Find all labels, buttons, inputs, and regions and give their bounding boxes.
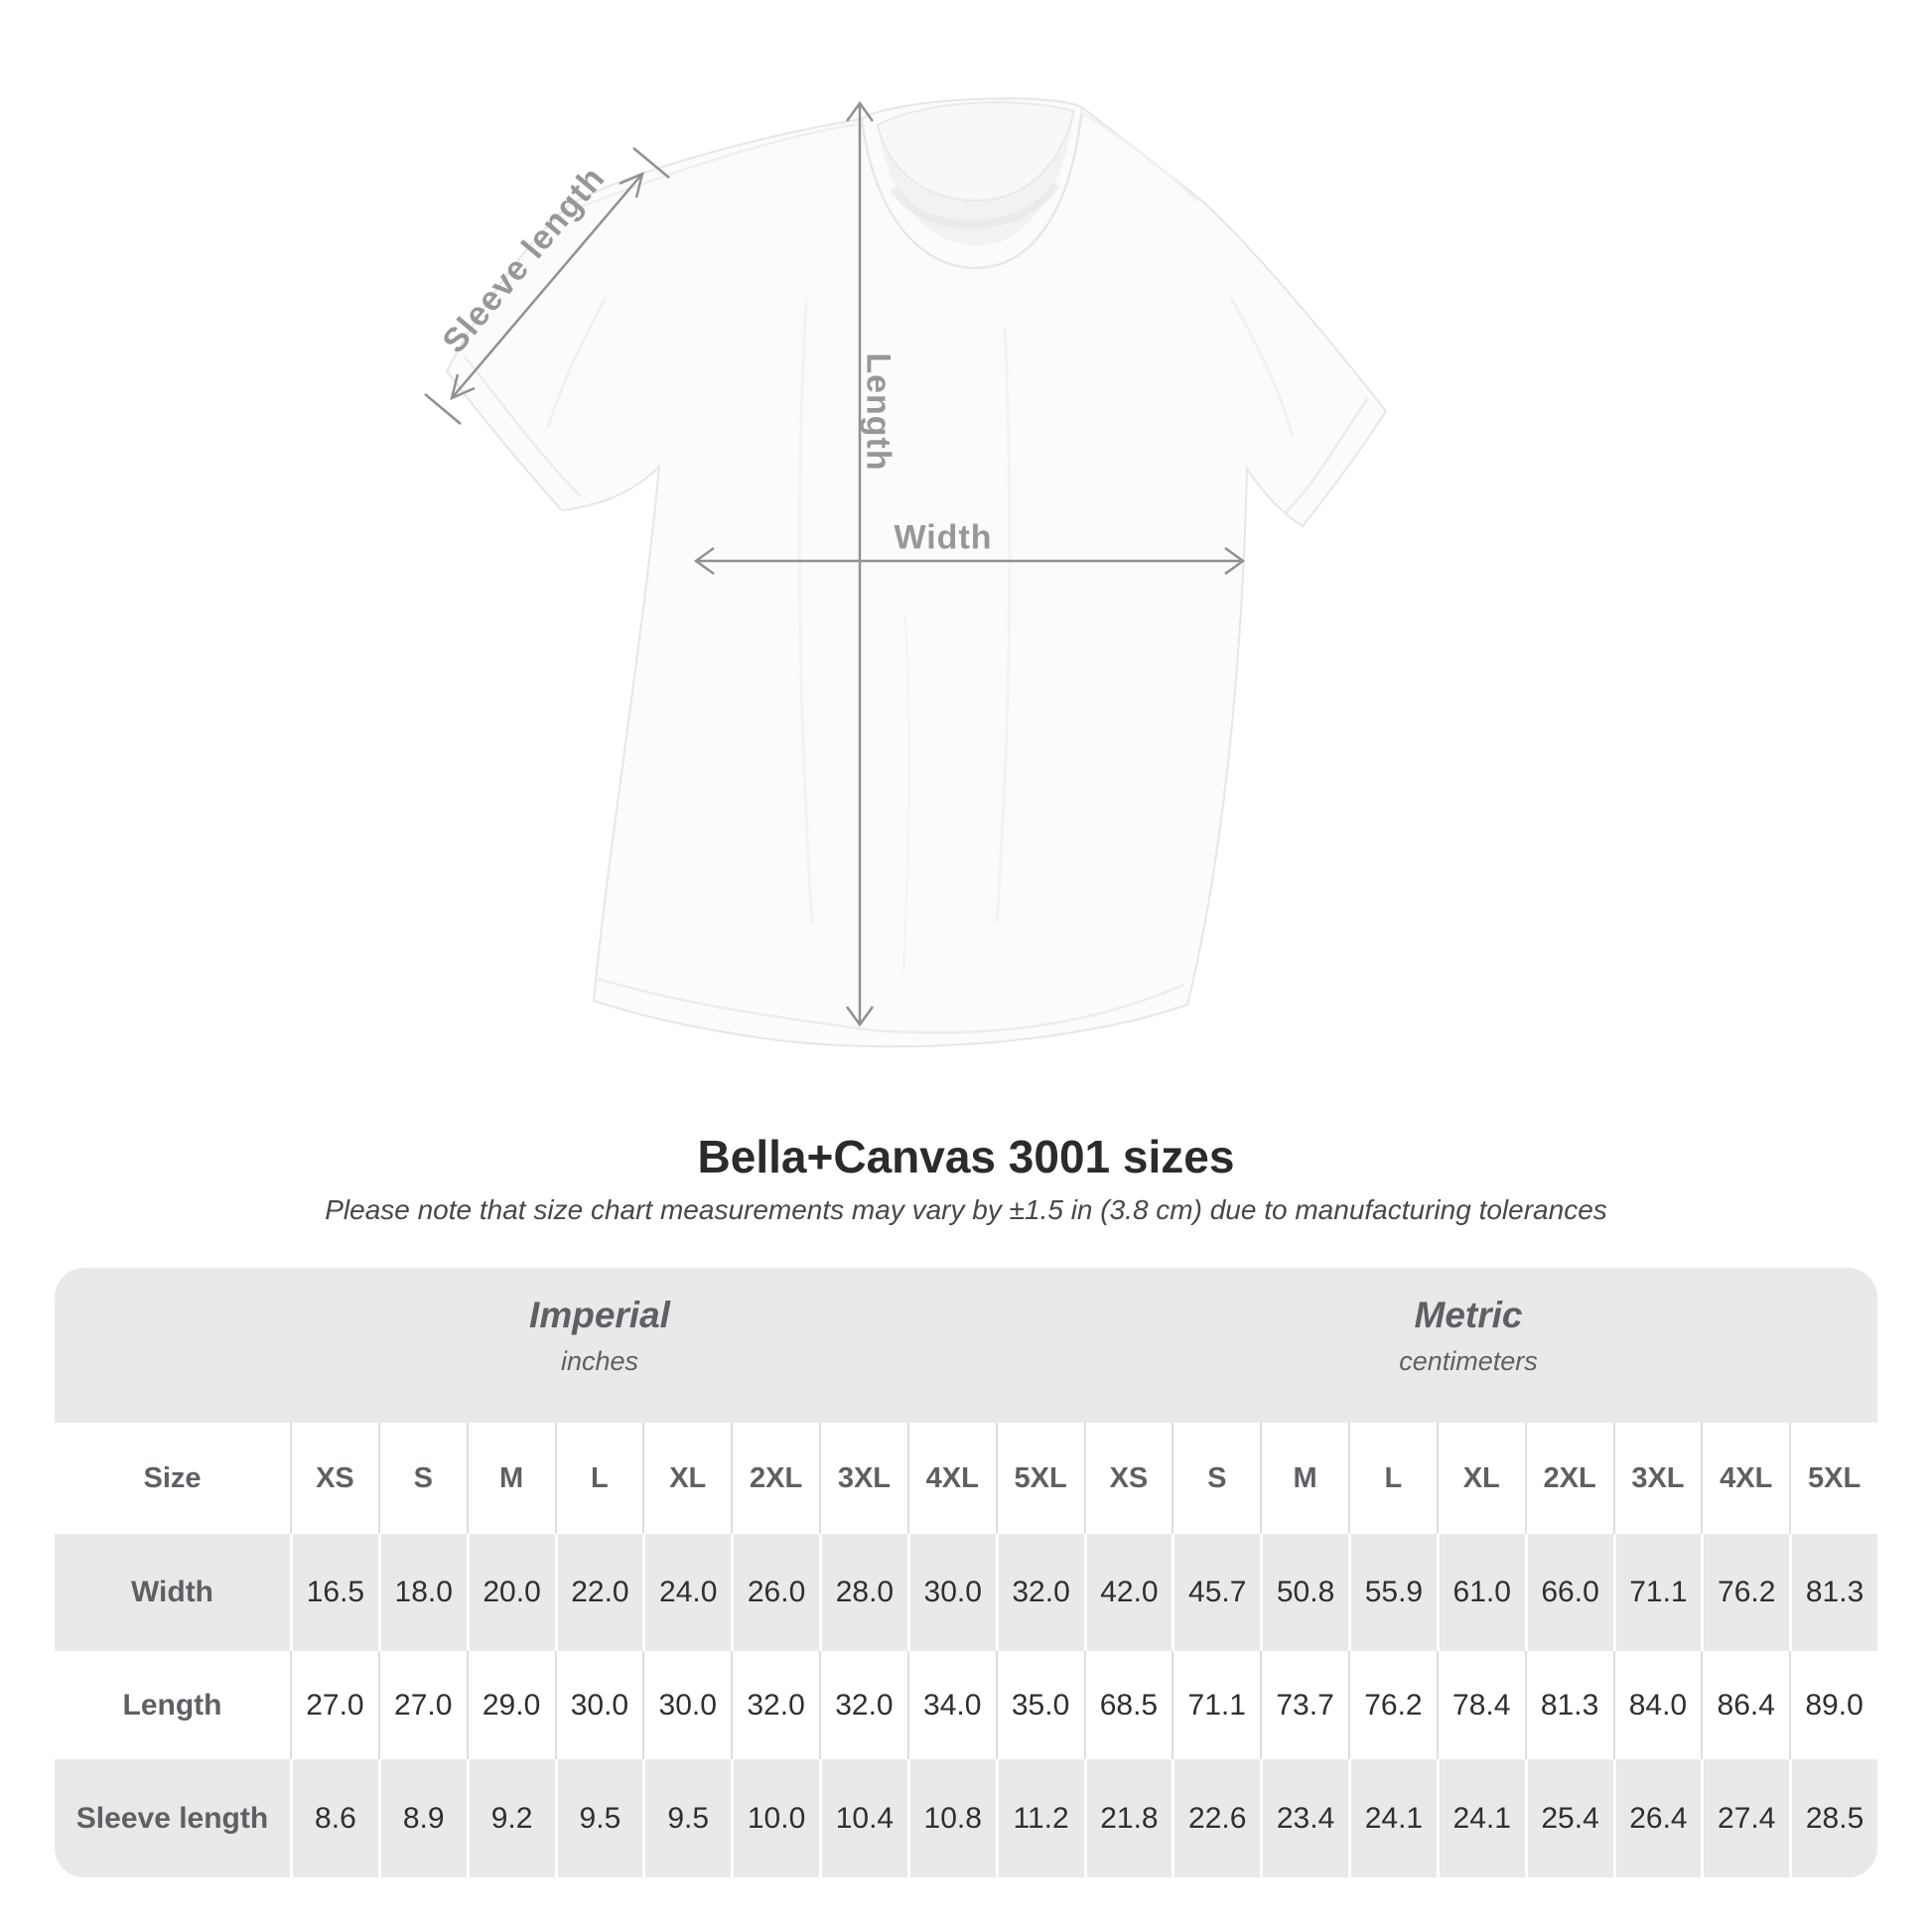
table-cell: 28.0 <box>819 1534 907 1651</box>
size-column-header: XL <box>642 1423 731 1534</box>
size-column-header: 2XL <box>731 1423 819 1534</box>
size-column-header: XS <box>290 1423 378 1534</box>
sleeve-length-label: Sleeve length <box>435 159 613 360</box>
size-column-header: 3XL <box>1613 1423 1702 1534</box>
width-label: Width <box>894 518 993 557</box>
page-subtitle: Please note that size chart measurements may vary by ±1.5 in (3.8 cm) due to manufacturing tolerances <box>325 1194 1607 1225</box>
table-cell: 16.5 <box>290 1534 378 1651</box>
table-cell: 24.1 <box>1437 1759 1525 1877</box>
table-cell: 9.2 <box>467 1759 555 1877</box>
table-row-length <box>55 1651 1877 1759</box>
table-cell: 73.7 <box>1260 1651 1348 1759</box>
size-column-header: XS <box>1084 1423 1173 1534</box>
table-cell: 11.2 <box>996 1759 1084 1877</box>
table-cell: 26.0 <box>731 1534 819 1651</box>
table-row-width <box>55 1534 1877 1651</box>
table-cell: 89.0 <box>1789 1651 1877 1759</box>
size-table <box>55 1268 1877 1877</box>
table-cell: 24.1 <box>1348 1759 1437 1877</box>
table-row-sleeve-length <box>55 1759 1877 1877</box>
imperial-group-label: Imperial <box>529 1295 670 1335</box>
size-column-header: S <box>1172 1423 1260 1534</box>
page-title: Bella+Canvas 3001 sizes <box>697 1131 1235 1182</box>
table-cell: 30.0 <box>642 1651 731 1759</box>
table-cell: 10.4 <box>819 1759 907 1877</box>
size-header-row <box>55 1423 1877 1534</box>
size-column-header: 3XL <box>819 1423 907 1534</box>
table-cell: 29.0 <box>467 1651 555 1759</box>
table-cell: 8.9 <box>378 1759 467 1877</box>
metric-group-label: Metric <box>1414 1295 1523 1335</box>
table-cell: 24.0 <box>642 1534 731 1651</box>
unit-group-header-row <box>55 1268 1877 1423</box>
table-cell: 66.0 <box>1525 1534 1613 1651</box>
table-cell: 26.4 <box>1613 1759 1702 1877</box>
table-cell: 32.0 <box>819 1651 907 1759</box>
table-cell: 81.3 <box>1525 1651 1613 1759</box>
table-cell: 55.9 <box>1348 1534 1437 1651</box>
table-cell: 68.5 <box>1084 1651 1173 1759</box>
table-cell: 28.5 <box>1789 1759 1877 1877</box>
table-cell: 71.1 <box>1172 1651 1260 1759</box>
table-cell: 61.0 <box>1437 1534 1525 1651</box>
size-column-header: M <box>1260 1423 1348 1534</box>
table-cell: 27.0 <box>290 1651 378 1759</box>
imperial-group-header <box>529 1294 670 1377</box>
size-header-cell: Size <box>143 1461 202 1494</box>
table-cell: 27.4 <box>1701 1759 1789 1877</box>
table-cell: 84.0 <box>1613 1651 1702 1759</box>
table-cell: 9.5 <box>642 1759 731 1877</box>
table-cell: 32.0 <box>996 1534 1084 1651</box>
size-column-header: 4XL <box>907 1423 996 1534</box>
table-cell: 10.8 <box>907 1759 996 1877</box>
table-cell: 78.4 <box>1437 1651 1525 1759</box>
size-column-header: S <box>378 1423 467 1534</box>
table-cell: 22.6 <box>1172 1759 1260 1877</box>
metric-group-header <box>1399 1294 1538 1377</box>
table-cell: 25.4 <box>1525 1759 1613 1877</box>
size-column-header: L <box>555 1423 643 1534</box>
table-cell: 32.0 <box>731 1651 819 1759</box>
metric-group-unit: centimeters <box>1399 1346 1538 1376</box>
imperial-group-unit: inches <box>560 1346 639 1376</box>
size-column-header: 5XL <box>1789 1423 1877 1534</box>
table-cell: 86.4 <box>1701 1651 1789 1759</box>
table-cell: 34.0 <box>907 1651 996 1759</box>
table-cell: 76.2 <box>1348 1651 1437 1759</box>
table-cell: 10.0 <box>731 1759 819 1877</box>
size-column-header: L <box>1348 1423 1437 1534</box>
table-cell: 71.1 <box>1613 1534 1702 1651</box>
table-cell: 45.7 <box>1172 1534 1260 1651</box>
row-label-width: Width <box>130 1576 214 1608</box>
table-cell: 8.6 <box>290 1759 378 1877</box>
table-cell: 76.2 <box>1701 1534 1789 1651</box>
table-cell: 22.0 <box>555 1534 643 1651</box>
size-column-header: 5XL <box>996 1423 1084 1534</box>
row-label-length: Length <box>122 1688 222 1722</box>
table-cell: 42.0 <box>1084 1534 1173 1651</box>
table-cell: 23.4 <box>1260 1759 1348 1877</box>
size-column-header: M <box>467 1423 555 1534</box>
size-column-header: 4XL <box>1701 1423 1789 1534</box>
size-column-header: XL <box>1437 1423 1525 1534</box>
table-cell: 27.0 <box>378 1651 467 1759</box>
length-label: Length <box>859 352 897 472</box>
table-cell: 30.0 <box>555 1651 643 1759</box>
table-cell: 20.0 <box>467 1534 555 1651</box>
table-cell: 81.3 <box>1789 1534 1877 1651</box>
table-cell: 50.8 <box>1260 1534 1348 1651</box>
table-cell: 21.8 <box>1084 1759 1173 1877</box>
row-label-sleeve-length: Sleeve length <box>75 1801 269 1835</box>
table-cell: 18.0 <box>378 1534 467 1651</box>
table-cell: 30.0 <box>907 1534 996 1651</box>
tshirt-shape <box>447 98 1386 1046</box>
table-cell: 35.0 <box>996 1651 1084 1759</box>
size-column-header: 2XL <box>1525 1423 1613 1534</box>
table-cell: 9.5 <box>555 1759 643 1877</box>
